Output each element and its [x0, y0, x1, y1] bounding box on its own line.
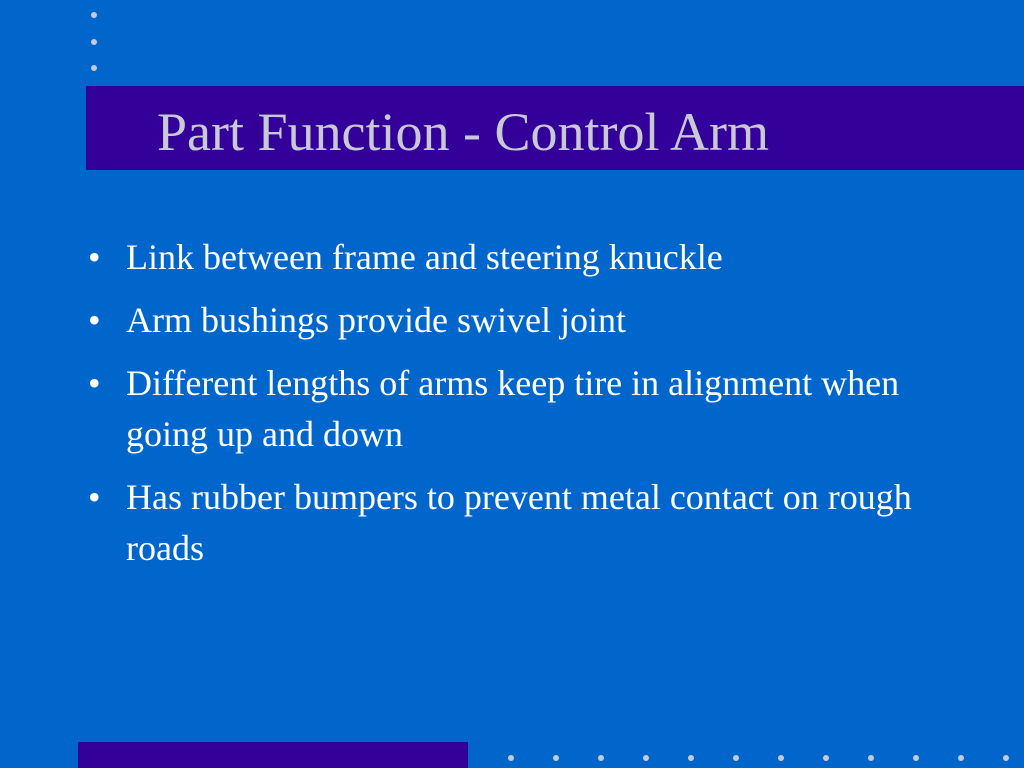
bullet-text: Has rubber bumpers to prevent metal contact on rough roads	[126, 477, 912, 568]
decorative-dot	[913, 755, 919, 761]
decorative-dot	[91, 65, 97, 71]
bullet-text: Arm bushings provide swivel joint	[126, 300, 626, 340]
decorative-dot	[91, 39, 97, 45]
bullet-marker: •	[88, 477, 101, 517]
bullet-marker: •	[88, 363, 101, 403]
decorative-dot	[508, 755, 514, 761]
bullet-list	[86, 232, 916, 586]
decorative-dots-horizontal	[500, 755, 1020, 763]
decorative-dot	[688, 755, 694, 761]
slide-title: Part Function - Control Arm	[157, 102, 769, 162]
bullet-marker: •	[88, 300, 101, 340]
decorative-dot	[778, 755, 784, 761]
bullet-text: Link between frame and steering knuckle	[126, 237, 723, 277]
decorative-dot	[598, 755, 604, 761]
decorative-dot	[958, 755, 964, 761]
bottom-accent-bar	[78, 742, 468, 768]
decorative-dot	[553, 755, 559, 761]
bullet-item	[86, 232, 916, 283]
bullet-item	[86, 295, 916, 346]
decorative-dot	[643, 755, 649, 761]
decorative-dot	[91, 12, 97, 18]
decorative-dot	[1003, 755, 1009, 761]
decorative-dots-vertical	[90, 12, 98, 72]
decorative-dot	[733, 755, 739, 761]
bullet-marker: •	[88, 237, 101, 277]
decorative-dot	[823, 755, 829, 761]
bullet-item	[86, 472, 916, 574]
decorative-dot	[868, 755, 874, 761]
bullet-item	[86, 358, 916, 460]
bullet-text: Different lengths of arms keep tire in alignment when going up and down	[126, 363, 900, 454]
